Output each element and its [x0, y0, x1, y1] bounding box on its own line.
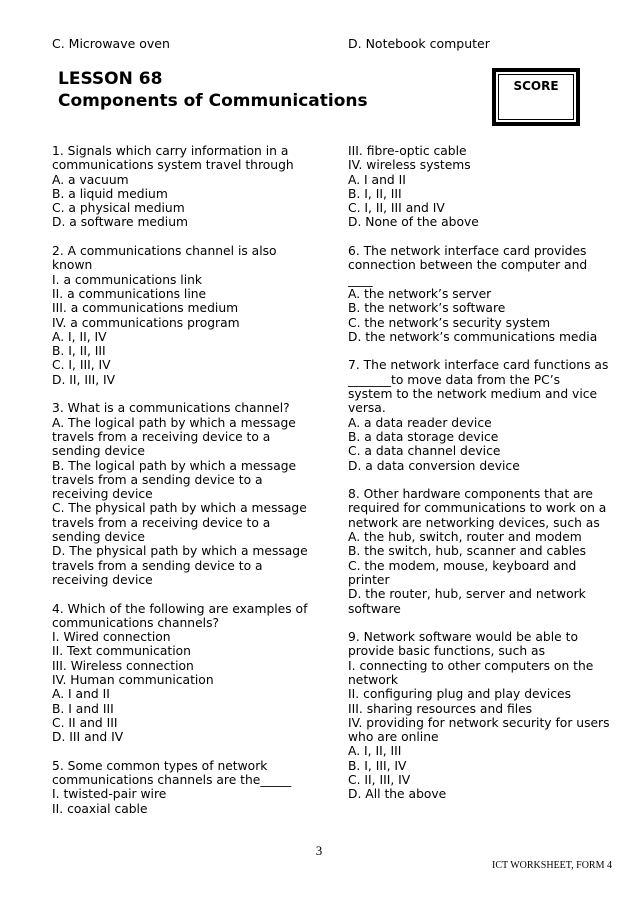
question-line: III. fibre-optic cable: [348, 144, 467, 158]
question-line: I. connecting to other computers on the: [348, 658, 594, 673]
question-line: connection between the computer and: [348, 258, 588, 273]
left-column: [52, 144, 327, 830]
question-line: travels from a receiving device to a: [52, 515, 271, 530]
question-line: receiving device: [52, 572, 153, 587]
question-line: B. a liquid medium: [52, 186, 168, 201]
question-line: A. I and II: [52, 687, 110, 702]
question-block: [52, 602, 327, 745]
option-microwave-oven: C. Microwave oven: [52, 36, 170, 51]
question-block: [348, 144, 623, 230]
question-line: IV. a communications program: [52, 315, 240, 330]
question-line: 1. Signals which carry information in a: [52, 144, 289, 158]
question-line: C. II, III, IV: [348, 773, 411, 788]
question-line: travels from a receiving device to a: [52, 429, 271, 444]
question-line: known: [52, 258, 93, 273]
question-line: A. I, II, III: [348, 744, 402, 759]
question-block: [52, 759, 327, 816]
question-line: II. Text communication: [52, 644, 191, 659]
question-line: travels from a sending device to a: [52, 558, 263, 573]
question-line: system to the network medium and vice: [348, 387, 598, 402]
question-line: III. a communications medium: [52, 301, 239, 316]
question-block: [52, 144, 327, 230]
question-line: C. The physical path by which a message: [52, 501, 307, 516]
lesson-number: LESSON 68: [58, 69, 163, 89]
right-column: [348, 144, 623, 816]
question-line: C. a physical medium: [52, 201, 185, 216]
question-line: A. I and II: [348, 172, 406, 187]
question-line: A. the network’s server: [348, 286, 492, 301]
question-block: [348, 487, 623, 616]
question-line: B. I and III: [52, 701, 114, 716]
lesson-topic: Components of Communications: [58, 91, 368, 111]
question-line: C. II and III: [52, 715, 118, 730]
question-line: 6. The network interface card provides: [348, 244, 587, 259]
question-line: C. I, II, III and IV: [348, 201, 445, 216]
question-line: 7. The network interface card functions as: [348, 358, 609, 373]
question-line: B. I, II, III: [348, 186, 402, 201]
question-line: who are online: [348, 730, 439, 745]
question-line: versa.: [348, 401, 386, 416]
question-line: A. The logical path by which a message: [52, 415, 296, 430]
question-line: C. the network’s security system: [348, 315, 551, 330]
score-box: [492, 68, 580, 126]
question-line: printer: [348, 572, 390, 587]
question-line: D. a software medium: [52, 215, 188, 230]
question-line: network are networking devices, such as: [348, 515, 600, 530]
question-line: III. Wireless connection: [52, 658, 194, 673]
question-line: A. a vacuum: [52, 172, 129, 187]
question-line: D. a data conversion device: [348, 458, 520, 473]
question-line: II. coaxial cable: [52, 801, 148, 816]
question-line: D. The physical path by which a message: [52, 544, 308, 559]
question-line: 2. A communications channel is also: [52, 244, 277, 259]
question-block: [348, 630, 623, 802]
question-line: A. the hub, switch, router and modem: [348, 530, 582, 545]
question-line: IV. providing for network security for users: [348, 715, 610, 730]
question-line: B. a data storage device: [348, 429, 499, 444]
question-block: [52, 244, 327, 387]
question-line: B. the switch, hub, scanner and cables: [348, 544, 586, 559]
question-line: D. II, III, IV: [52, 372, 116, 387]
question-line: D. the router, hub, server and network: [348, 587, 586, 602]
score-label: SCORE: [513, 79, 559, 93]
question-line: 5. Some common types of network: [52, 758, 268, 773]
question-line: A. I, II, IV: [52, 329, 107, 344]
question-line: II. configuring plug and play devices: [348, 687, 571, 702]
question-line: travels from a sending device to a: [52, 472, 263, 487]
question-line: communications channels?: [52, 615, 220, 630]
question-line: I. Wired connection: [52, 630, 171, 645]
question-line: A. a data reader device: [348, 415, 492, 430]
question-block: [52, 401, 327, 587]
question-line: C. a data channel device: [348, 444, 501, 459]
question-line: D. III and IV: [52, 730, 124, 745]
footer-text: ICT WORKSHEET, FORM 4: [491, 860, 612, 871]
question-line: C. I, III, IV: [52, 358, 111, 373]
question-line: _______to move data from the PC’s: [348, 372, 561, 387]
question-line: provide basic functions, such as: [348, 644, 545, 659]
question-line: B. I, III, IV: [348, 758, 407, 773]
question-line: 3. What is a communications channel?: [52, 401, 290, 416]
question-line: 8. Other hardware components that are: [348, 487, 593, 502]
question-line: sending device: [52, 530, 145, 545]
question-line: IV. wireless systems: [348, 158, 471, 173]
question-block: [348, 244, 623, 344]
question-line: sending device: [52, 444, 145, 459]
question-line: 9. Network software would be able to: [348, 630, 578, 645]
question-line: receiving device: [52, 487, 153, 502]
page-number: 3: [315, 843, 323, 858]
lesson-heading: [58, 68, 368, 112]
question-line: II. a communications line: [52, 286, 207, 301]
question-line: B. The logical path by which a message: [52, 458, 297, 473]
question-line: I. a communications link: [52, 272, 203, 287]
question-line: software: [348, 601, 401, 616]
question-line: B. I, II, III: [52, 344, 106, 359]
question-line: B. the network’s software: [348, 301, 506, 316]
question-line: D. All the above: [348, 787, 447, 802]
question-line: required for communications to work on a: [348, 501, 607, 516]
question-line: I. twisted-pair wire: [52, 787, 167, 802]
question-line: network: [348, 672, 398, 687]
question-block: [348, 358, 623, 472]
option-notebook-computer: D. Notebook computer: [348, 36, 490, 51]
question-line: C. the modem, mouse, keyboard and: [348, 558, 577, 573]
question-line: 4. Which of the following are examples of: [52, 601, 308, 616]
question-line: communications system travel through: [52, 158, 294, 173]
question-line: III. sharing resources and files: [348, 701, 533, 716]
question-line: D. the network’s communications media: [348, 329, 598, 344]
question-line: communications channels are the_____: [52, 773, 292, 788]
question-line: D. None of the above: [348, 215, 479, 230]
question-line: ____: [348, 272, 373, 287]
question-line: IV. Human communication: [52, 672, 214, 687]
